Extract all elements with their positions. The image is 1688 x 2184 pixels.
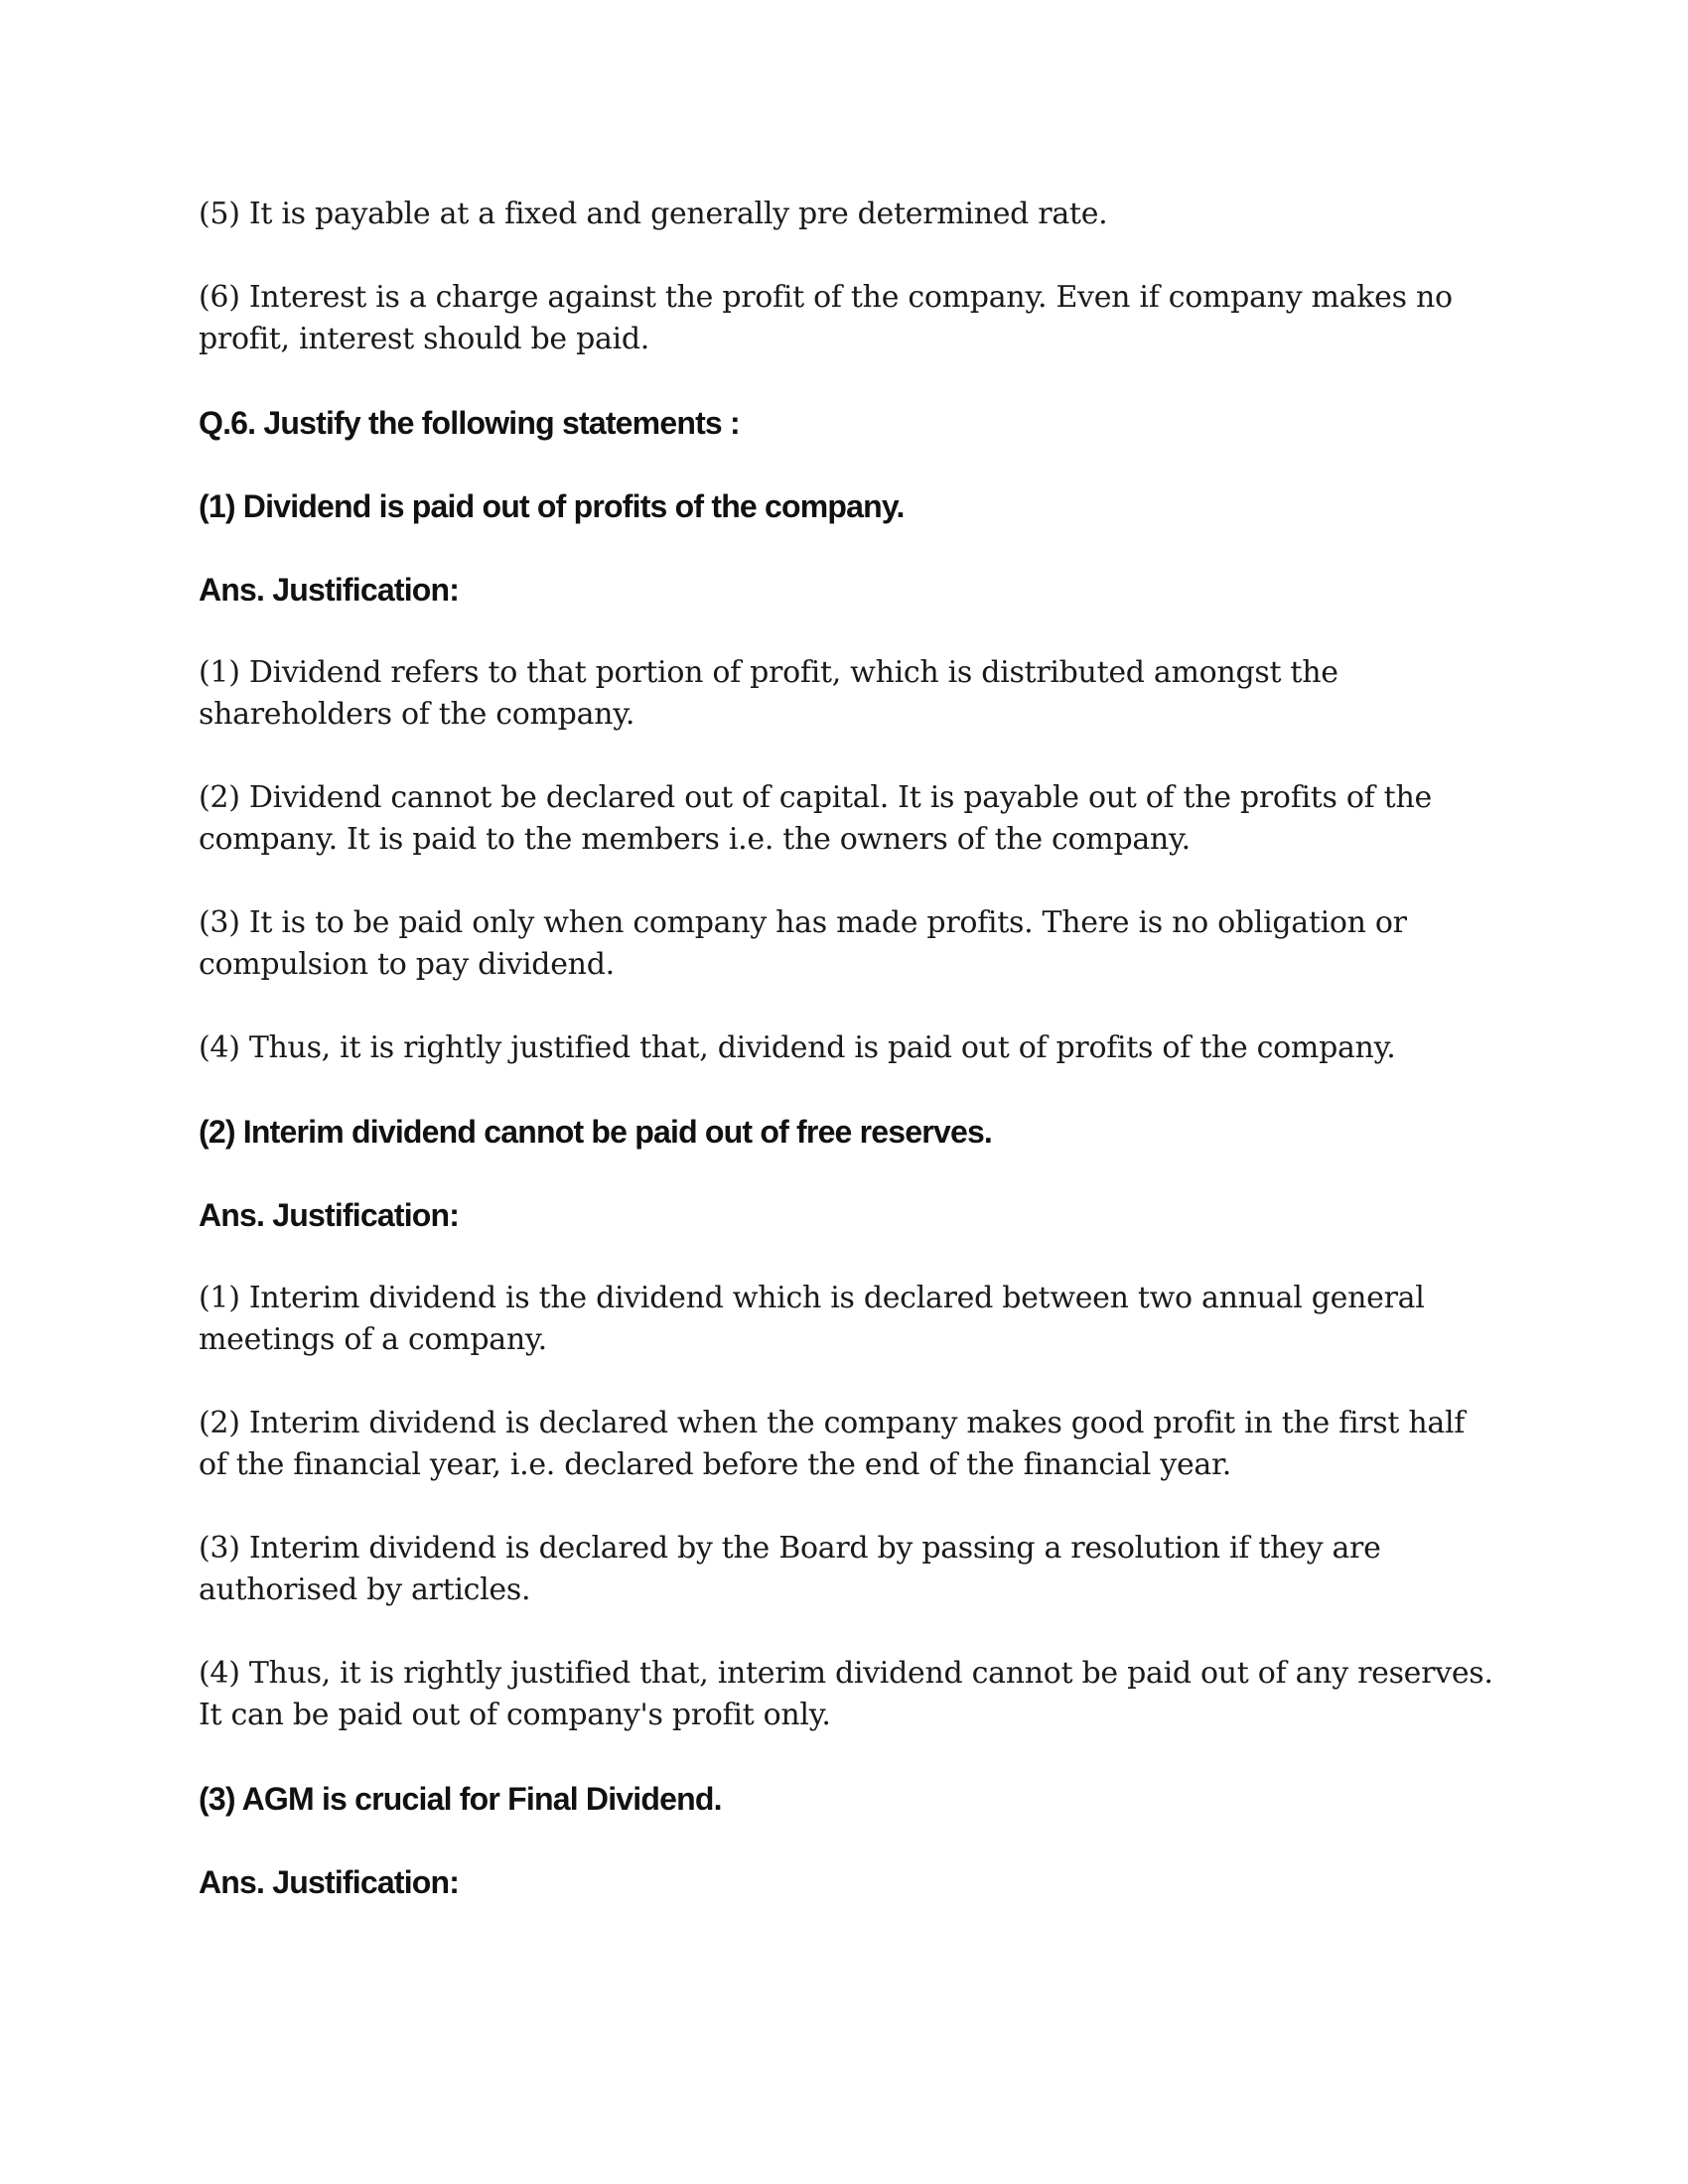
answer-justification-label: Ans. Justification:	[199, 1197, 460, 1233]
statement-2-point-3: (3) Interim dividend is declared by the Board by passing a resolution if they are authorised by articles.	[199, 1531, 1381, 1607]
statement-1-point-1: (1) Dividend refers to that portion of profit, which is distributed amongst the shareholders of the company.	[199, 655, 1338, 732]
statement-2-heading: (2) Interim dividend cannot be paid out of free reserves.	[199, 1114, 993, 1150]
statement-3-heading: (3) AGM is crucial for Final Dividend.	[199, 1781, 722, 1817]
statement-1-point-2: (2) Dividend cannot be declared out of capital. It is payable out of the profits of the company. It is paid to the members i.e. the owners of the company.	[199, 780, 1432, 857]
question-6-heading: Q.6. Justify the following statements :	[199, 405, 740, 441]
statement-1-point-3: (3) It is to be paid only when company has made profits. There is no obligation or compulsion to pay dividend.	[199, 905, 1407, 982]
statement-1-point-4: (4) Thus, it is rightly justified that, dividend is paid out of profits of the company.	[199, 1030, 1396, 1065]
statement-1-heading: (1) Dividend is paid out of profits of the company.	[199, 488, 905, 524]
answer-justification-label: Ans. Justification:	[199, 1864, 460, 1900]
answer-justification-label: Ans. Justification:	[199, 572, 460, 608]
statement-2-point-1: (1) Interim dividend is the dividend which is declared between two annual general meetings of a company.	[199, 1281, 1425, 1357]
statement-2-point-2: (2) Interim dividend is declared when the company makes good profit in the first half of the financial year, i.e. declared before the end of the financial year.	[199, 1406, 1466, 1482]
point-5-fixed-rate: (5) It is payable at a fixed and generally pre determined rate.	[199, 197, 1108, 231]
point-6-interest-charge: (6) Interest is a charge against the profit of the company. Even if company makes no profit, interest should be paid.	[199, 280, 1453, 356]
document-body	[199, 194, 1499, 1945]
statement-2-point-4: (4) Thus, it is rightly justified that, interim dividend cannot be paid out of any reserves. It can be paid out of company's profit only.	[199, 1656, 1493, 1732]
